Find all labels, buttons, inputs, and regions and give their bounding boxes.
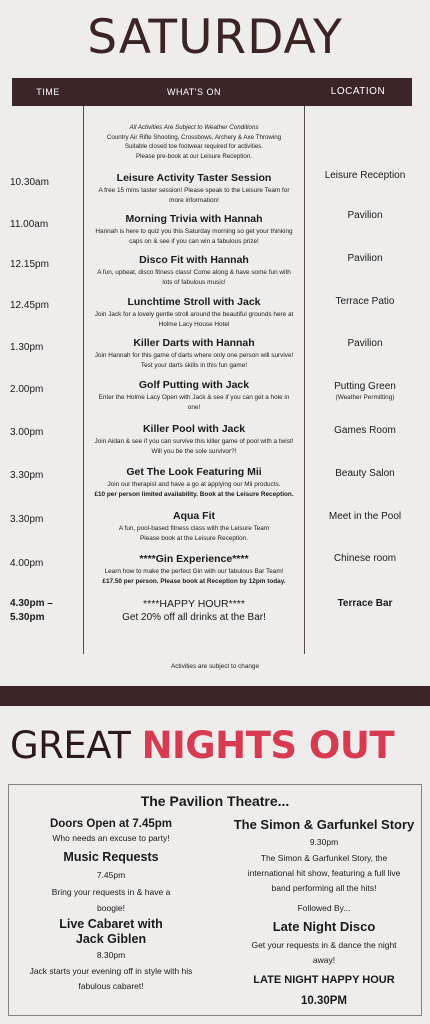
event-time: 12.15pm: [10, 259, 49, 270]
section-divider-band: [0, 686, 430, 706]
late-night-disco-title: Late Night Disco: [272, 919, 376, 934]
show-text: international hit show, featuring a full live: [247, 868, 401, 878]
conditions-line: Please pre-book at our Leisure Reception.: [136, 152, 252, 160]
header-whats-on: WHAT'S ON: [166, 87, 222, 97]
event-title: Morning Trivia with Hannah: [125, 213, 263, 225]
event-title: Leisure Activity Taster Session: [116, 172, 272, 184]
event-title: Get The Look Featuring Mii: [126, 466, 262, 478]
theatre-left-column: [11, 817, 211, 993]
happy-hour-details: [84, 598, 304, 625]
conditions-line: Suitable closed toe footwear required for activities.: [124, 143, 264, 150]
event-details: [84, 553, 304, 586]
show-title: The Simon & Garfunkel Story: [233, 817, 415, 832]
event-time: 3.00pm: [10, 427, 44, 438]
event-desc: £17.50 per person. Please book at Reception by 12pm today.: [102, 578, 286, 585]
activity-conditions: [84, 123, 304, 161]
event-location-label: Putting Green: [334, 381, 396, 392]
event-location: [305, 296, 425, 307]
event-desc: Holme Lacy House Hotel: [158, 321, 230, 328]
event-location: [305, 468, 425, 479]
event-details: [84, 423, 304, 456]
event-details: [84, 337, 304, 370]
disco-text: Get your requests in & dance the night: [251, 940, 397, 950]
theatre-right-column: [224, 817, 424, 1009]
event-desc: £10 per person limited availability. Book at the Leisure Reception.: [94, 491, 294, 498]
event-location: [305, 210, 425, 221]
theatre-box: [8, 784, 422, 1016]
disco-text: away!: [312, 955, 336, 965]
event-time: 3.30pm: [10, 514, 44, 525]
music-requests-text: Bring your requests in & have a: [51, 887, 171, 897]
event-title: Aqua Fit: [173, 510, 215, 522]
cabaret-title: Live Cabaret with: [59, 917, 163, 931]
great-nights-out-heading: [10, 724, 430, 767]
event-time: 3.30pm: [10, 470, 44, 481]
event-desc: Join Hannah for this game of darts where only one person will survive!: [94, 352, 294, 359]
happy-hour-location: Terrace Bar: [337, 598, 393, 609]
event-time: 12.45pm: [10, 300, 49, 311]
event-desc: lots of fabulous music!: [162, 279, 226, 286]
event-location-label: Leisure Reception: [324, 170, 406, 181]
music-requests-time: 7.45pm: [96, 870, 126, 880]
event-location-label: Meet in the Pool: [328, 511, 402, 522]
event-time: 2.00pm: [10, 384, 44, 395]
music-requests-text: boogie!: [97, 903, 125, 913]
event-details: [84, 466, 304, 499]
event-desc: one!: [187, 404, 201, 411]
footnote: Activities are subject to change: [170, 663, 260, 670]
event-desc: more information!: [169, 197, 219, 204]
event-location-label: Chinese room: [333, 553, 397, 564]
event-location: [305, 253, 425, 264]
happy-hour-time-start: 4.30pm –: [10, 598, 53, 609]
event-details: [84, 172, 304, 205]
event-location: [305, 170, 425, 181]
event-details: [84, 213, 304, 246]
column-divider-right: [304, 106, 305, 654]
event-details: [84, 254, 304, 287]
happy-hour-time-end: 5.30pm: [10, 612, 45, 623]
show-time: 9.30pm: [309, 837, 339, 847]
heading-part-2: NIGHTS OUT: [141, 724, 395, 767]
happy-hour-offer: Get 20% off all drinks at the Bar!: [122, 612, 266, 623]
cabaret-title: Jack Giblen: [75, 932, 147, 946]
event-location-label: Pavilion: [347, 210, 383, 221]
late-happy-hour-time: 10.30PM: [300, 995, 348, 1007]
header-location: LOCATION: [330, 86, 386, 97]
cabaret-text: fabulous cabaret!: [78, 981, 144, 991]
happy-hour-title: ****HAPPY HOUR****: [143, 598, 245, 610]
event-desc: Learn how to make the perfect Gin with our fabulous Bar Team!: [104, 568, 284, 575]
show-text: band performing all the hits!: [271, 883, 377, 893]
theatre-title: The Pavilion Theatre...: [140, 793, 290, 809]
event-desc: Join Jack for a lovely gentle stroll around the beautiful grounds here at: [94, 311, 294, 318]
late-happy-hour-title: LATE NIGHT HAPPY HOUR: [253, 974, 395, 986]
doors-open-title: Doors Open at 7.45pm: [49, 818, 173, 830]
event-desc: Will you be the sole survivor?!: [151, 448, 237, 455]
event-desc: Please book at the Leisure Reception.: [139, 535, 248, 542]
conditions-line: Country Air Rifle Shooting, Crossbows, Archery & Axe Throwing: [106, 133, 282, 141]
event-desc: A fun, pool-based fitness class with the Leisure Team: [118, 525, 270, 532]
event-location: [305, 425, 425, 436]
event-time: 10.30am: [10, 177, 49, 188]
event-time: 1.30pm: [10, 342, 44, 353]
page-title: SATURDAY: [87, 10, 343, 65]
music-requests-title: Music Requests: [63, 850, 159, 864]
event-details: [84, 379, 304, 412]
event-title: Lunchtime Stroll with Jack: [127, 296, 261, 308]
event-title: Killer Darts with Hannah: [133, 337, 255, 349]
event-location-label: Pavilion: [347, 253, 383, 264]
followed-by: Followed By...: [297, 903, 351, 913]
event-desc: Test your darts skills in this fun game!: [140, 362, 248, 369]
event-desc: Enter the Holme Lacy Open with Jack & see if you can get a hole in: [98, 394, 290, 401]
event-title: Killer Pool with Jack: [142, 423, 246, 435]
event-time: 4.00pm: [10, 558, 44, 569]
event-location-label: Beauty Salon: [335, 468, 395, 479]
event-desc: A free 15 mins taster session! Please speak to the Leisure Team for: [98, 187, 290, 194]
cabaret-text: Jack starts your evening off in style with his: [29, 966, 193, 976]
event-title: ****Gin Experience****: [139, 553, 249, 565]
event-desc: Hannah is here to quiz you this Saturday morning so get your thinking: [95, 228, 293, 235]
event-location: [305, 553, 425, 564]
event-location-label: Terrace Patio: [335, 296, 395, 307]
table-header: [12, 78, 412, 106]
event-desc: Join our therapist and have a go at applying our Mii products.: [107, 481, 281, 488]
event-time: 11.00am: [10, 219, 49, 230]
show-text: The Simon & Garfunkel Story, the: [260, 853, 388, 863]
conditions-line: All Activities Are Subject to Weather Conditions: [129, 124, 259, 131]
event-desc: Join Aidan & see if you can survive this killer game of pool with a twist!: [94, 438, 294, 445]
event-location-label: Games Room: [334, 425, 396, 436]
doors-open-text: Who needs an excuse to party!: [52, 833, 170, 843]
event-title: Golf Putting with Jack: [138, 379, 250, 391]
event-details: [84, 510, 304, 543]
event-location: [305, 381, 425, 401]
event-desc: caps on & see if you can win a fabulous prize!: [129, 238, 259, 245]
event-title: Disco Fit with Hannah: [139, 254, 249, 266]
event-location-note: (Weather Permitting): [335, 394, 395, 401]
event-desc: A fun, upbeat, disco fitness class! Come along & have some fun with: [97, 269, 291, 276]
heading-part-1: GREAT: [10, 724, 142, 767]
header-time: TIME: [36, 87, 60, 97]
event-location: [305, 338, 425, 349]
event-location: [305, 511, 425, 522]
event-location-label: Pavilion: [347, 338, 383, 349]
event-details: [84, 296, 304, 329]
happy-hour-time: [10, 597, 80, 625]
cabaret-time: 8.30pm: [96, 950, 126, 960]
